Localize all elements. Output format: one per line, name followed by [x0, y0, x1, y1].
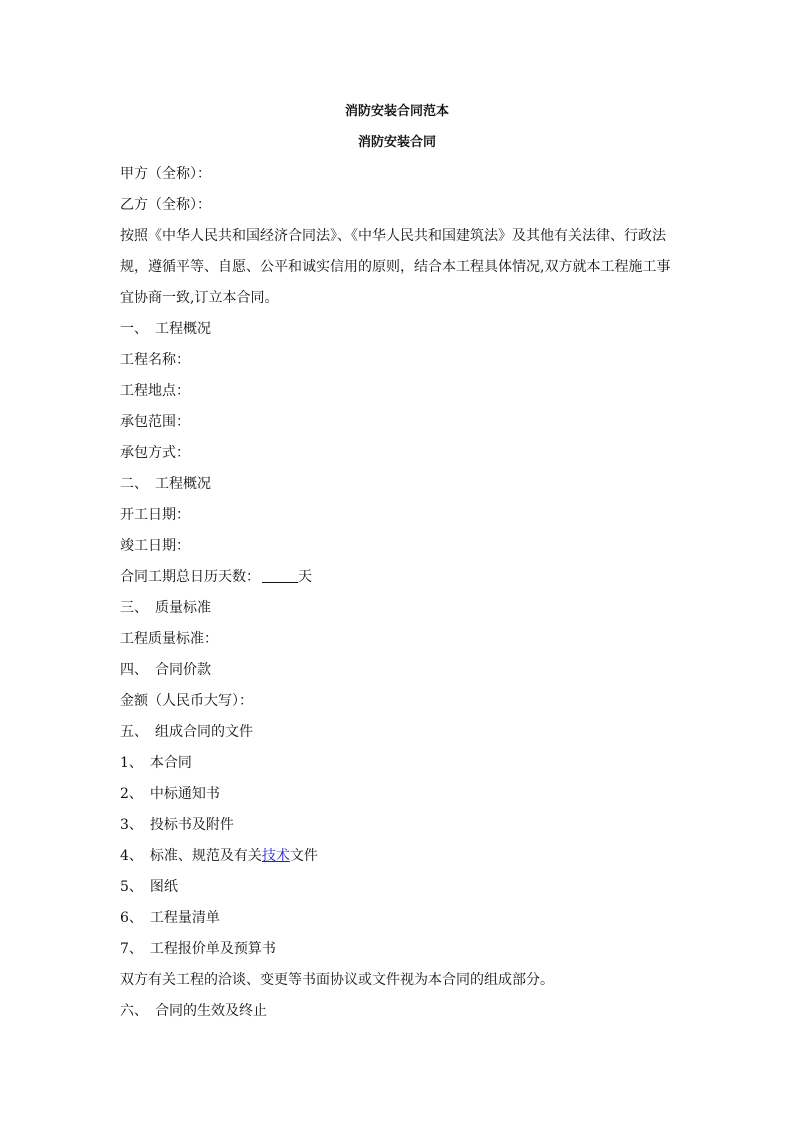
end-date-field: 竣工日期： — [120, 538, 190, 554]
project-name-field: 工程名称： — [120, 352, 190, 368]
project-location-field: 工程地点： — [120, 383, 190, 399]
duration-blank — [262, 570, 298, 583]
document-title: 消防安装合同范本 — [344, 104, 449, 119]
duration-label: 合同工期总日历天数： — [120, 569, 260, 585]
preamble-line-3: 宜协商一致,订立本合同。 — [120, 290, 279, 306]
quality-standard-field: 工程质量标准： — [120, 631, 218, 647]
party-a-line: 甲方（全称）： — [120, 166, 211, 182]
section-5-note: 双方有关工程的洽谈、变更等书面协议或文件视为本合同的组成部分。 — [120, 972, 554, 988]
duration-unit: 天 — [298, 569, 312, 585]
section-5-heading: 五、 组成合同的文件 — [120, 724, 253, 740]
list-item: 7、 工程报价单及预算书 — [120, 941, 276, 957]
list-item: 5、 图纸 — [120, 879, 178, 895]
contract-scope-field: 承包范围： — [120, 414, 190, 430]
list-item — [120, 848, 318, 864]
section-4-heading: 四、 合同价款 — [120, 662, 211, 678]
list-item-suffix: 文件 — [289, 848, 318, 864]
duration-line — [120, 569, 312, 585]
preamble-line-2: 规，遵循平等、自愿、公平和诚实信用的原则，结合本工程具体情况,双方就本工程施工事 — [120, 259, 671, 275]
section-2-heading: 二、 工程概况 — [120, 476, 211, 492]
list-item: 1、 本合同 — [120, 755, 192, 771]
list-item: 3、 投标书及附件 — [120, 817, 234, 833]
contract-mode-field: 承包方式： — [120, 445, 190, 461]
party-b-line: 乙方（全称）： — [120, 197, 211, 213]
list-item-text: 4、 标准、规范及有关 — [120, 848, 262, 864]
section-3-heading: 三、 质量标准 — [120, 600, 211, 616]
list-item: 6、 工程量清单 — [120, 910, 220, 926]
contract-amount-field: 金额（人民币大写）： — [120, 693, 253, 709]
preamble-line-1: 按照《中华人民共和国经济合同法》、《中华人民共和国建筑法》及其他有关法律、行政法 — [120, 228, 666, 244]
list-item: 2、 中标通知书 — [120, 786, 220, 802]
technology-link[interactable]: 技术 — [261, 848, 290, 864]
section-6-heading: 六、 合同的生效及终止 — [120, 1003, 267, 1019]
section-1-heading: 一、 工程概况 — [120, 321, 211, 337]
start-date-field: 开工日期： — [120, 507, 190, 523]
document-subtitle: 消防安装合同 — [357, 135, 436, 150]
